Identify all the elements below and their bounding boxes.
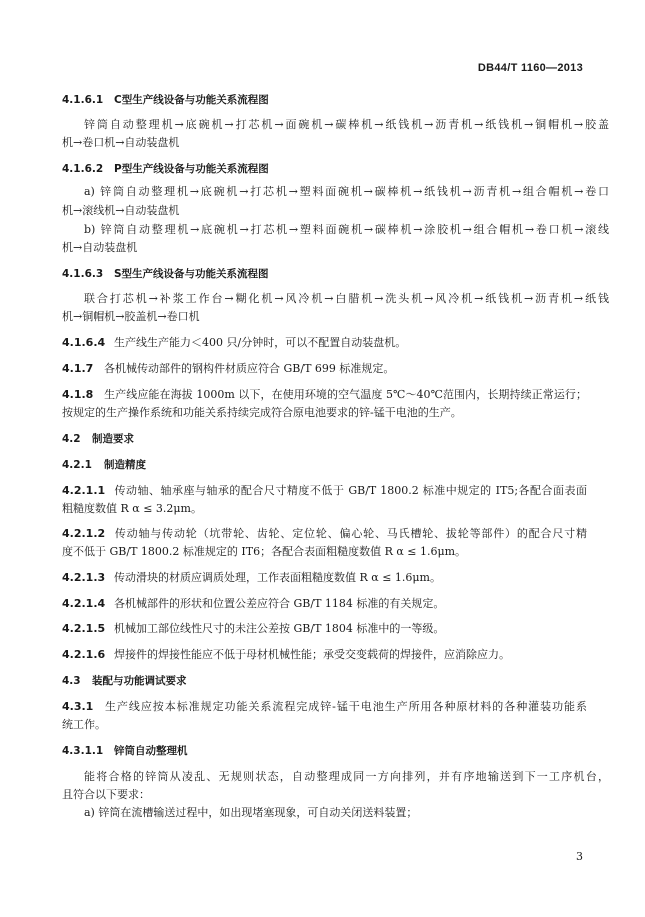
list-item-a: a) 锌筒自动整理机→底碗机→打芯机→塑料面碗机→碳棒机→纸钱机→沥青机→组合帽机→卷口 — [84, 185, 609, 198]
heading-4-2 — [62, 432, 587, 446]
clause-4-2-1-1 — [62, 484, 587, 498]
section-title: C型生产线设备与功能关系流程图 — [114, 94, 269, 106]
section-number: 4.2.1.6 — [62, 648, 106, 661]
clause-4-2-1-2 — [62, 527, 587, 541]
paragraph-line: 粗糙度数值 R α ≤ 3.2μm。 — [62, 502, 202, 515]
list-item-b: b) 锌筒自动整理机→底碗机→打芯机→塑料面碗机→碳棒机→涂胶机→组合帽机→卷口机→滚线 — [84, 223, 609, 236]
section-number: 4.3.1.1 — [62, 745, 104, 757]
section-number: 4.1.8 — [62, 388, 94, 401]
document-code: DB44/T 1160—2013 — [477, 62, 583, 74]
clause-text: 传动滑块的材质应调质处理，工作表面粗糙度数值 R α ≤ 1.6μm。 — [114, 571, 441, 584]
section-number: 4.2.1 — [62, 459, 92, 471]
section-number: 4.2.1.1 — [62, 484, 106, 497]
clause-text: 焊接件的焊接性能应不低于母材机械性能；承受交变载荷的焊接件，应消除应力。 — [114, 648, 510, 661]
clause-4-3-1 — [62, 700, 587, 714]
clause-text: 各机械部件的形状和位置公差应符合 GB/T 1184 标准的有关规定。 — [114, 597, 445, 610]
section-title: P型生产线设备与功能关系流程图 — [114, 163, 269, 175]
clause-4-2-1-4 — [62, 597, 587, 611]
heading-4-3 — [62, 674, 587, 688]
heading-4-2-1 — [62, 458, 587, 472]
section-number: 4.1.7 — [62, 362, 94, 375]
list-item-b-continued: 机→自动装盘机 — [62, 241, 138, 254]
clause-4-1-7 — [62, 362, 587, 376]
list-item-a: a) 锌筒在流槽输送过程中，如出现堵塞现象，可自动关闭送料装置； — [84, 806, 418, 819]
section-number: 4.3.1 — [62, 700, 94, 713]
section-number: 4.3 — [62, 675, 81, 687]
clause-4-2-1-3 — [62, 571, 587, 585]
clause-text: 传动轴与传动轮（坑带轮、齿轮、定位轮、偏心轮、马氏槽轮、拔轮等部件）的配合尺寸精 — [114, 527, 587, 540]
paragraph-line: 按规定的生产操作系统和功能关系持续完成符合原电池要求的锌-锰干电池的生产。 — [62, 406, 462, 419]
clause-text: 机械加工部位线性尺寸的未注公差按 GB/T 1804 标准中的一等级。 — [114, 622, 445, 635]
section-number: 4.2.1.5 — [62, 622, 106, 635]
paragraph-line: 联合打芯机→补浆工作台→糊化机→风冷机→白腊机→洗头机→风冷机→纸钱机→沥青机→纸钱 — [84, 292, 609, 305]
section-title: 制造精度 — [104, 459, 146, 471]
section-number: 4.1.6.4 — [62, 336, 106, 349]
paragraph-line: 能将合格的锌筒从凌乱、无规则状态，自动整理成同一方向排列，并有序地输送到下一工序机台， — [84, 770, 609, 783]
clause-text: 生产线生产能力＜400 只/分钟时，可以不配置自动装盘机。 — [114, 336, 407, 349]
section-title: 锌筒自动整理机 — [114, 745, 188, 757]
paragraph-line: 统工作。 — [62, 718, 106, 731]
heading-4-3-1-1 — [62, 744, 587, 758]
paragraph-line: 机→卷口机→自动装盘机 — [62, 136, 180, 149]
section-title: 装配与功能调试要求 — [92, 675, 187, 687]
clause-text: 各机械传动部件的钢构件材质应符合 GB/T 699 标准规定。 — [104, 362, 395, 375]
clause-4-2-1-6 — [62, 648, 587, 662]
paragraph-line: 且符合以下要求： — [62, 788, 150, 801]
paragraph-line: 度不低于 GB/T 1800.2 标准规定的 IT6；各配合表面粗糙度数值 R α ≤ 1.6μm。 — [62, 545, 467, 558]
clause-4-2-1-5 — [62, 622, 587, 636]
section-number: 4.2 — [62, 433, 81, 445]
paragraph-line: 机→铜帽机→胶盖机→卷口机 — [62, 310, 200, 323]
section-title: S型生产线设备与功能关系流程图 — [114, 268, 269, 280]
section-number: 4.1.6.3 — [62, 268, 104, 280]
heading-4-1-6-3 — [62, 267, 587, 281]
section-number: 4.2.1.4 — [62, 597, 106, 610]
clause-text: 生产线应能在海拔 1000m 以下，在使用环境的空气温度 5℃～40℃范围内，长期持续正常运行； — [104, 388, 587, 401]
clause-text: 传动轴、轴承座与轴承的配合尺寸精度不低于 GB/T 1800.2 标准中规定的 IT5;各配合面表面 — [114, 484, 587, 497]
page-number: 3 — [576, 850, 583, 863]
section-title: 制造要求 — [92, 433, 134, 445]
heading-4-1-6-2 — [62, 162, 587, 176]
heading-4-1-6-1 — [62, 93, 587, 107]
clause-4-1-6-4 — [62, 336, 587, 350]
section-number: 4.1.6.2 — [62, 163, 104, 175]
paragraph-line: 锌筒自动整理机→底碗机→打芯机→面碗机→碳棒机→纸钱机→沥青机→纸钱机→铜帽机→胶盖 — [84, 118, 609, 131]
section-number: 4.1.6.1 — [62, 94, 104, 106]
list-item-a-continued: 机→滚线机→自动装盘机 — [62, 204, 180, 217]
clause-4-1-8 — [62, 388, 587, 402]
section-number: 4.2.1.2 — [62, 527, 106, 540]
clause-text: 生产线应按本标准规定功能关系流程完成锌-锰干电池生产所用各种原材料的各种灌装功能系 — [104, 700, 587, 713]
section-number: 4.2.1.3 — [62, 571, 106, 584]
